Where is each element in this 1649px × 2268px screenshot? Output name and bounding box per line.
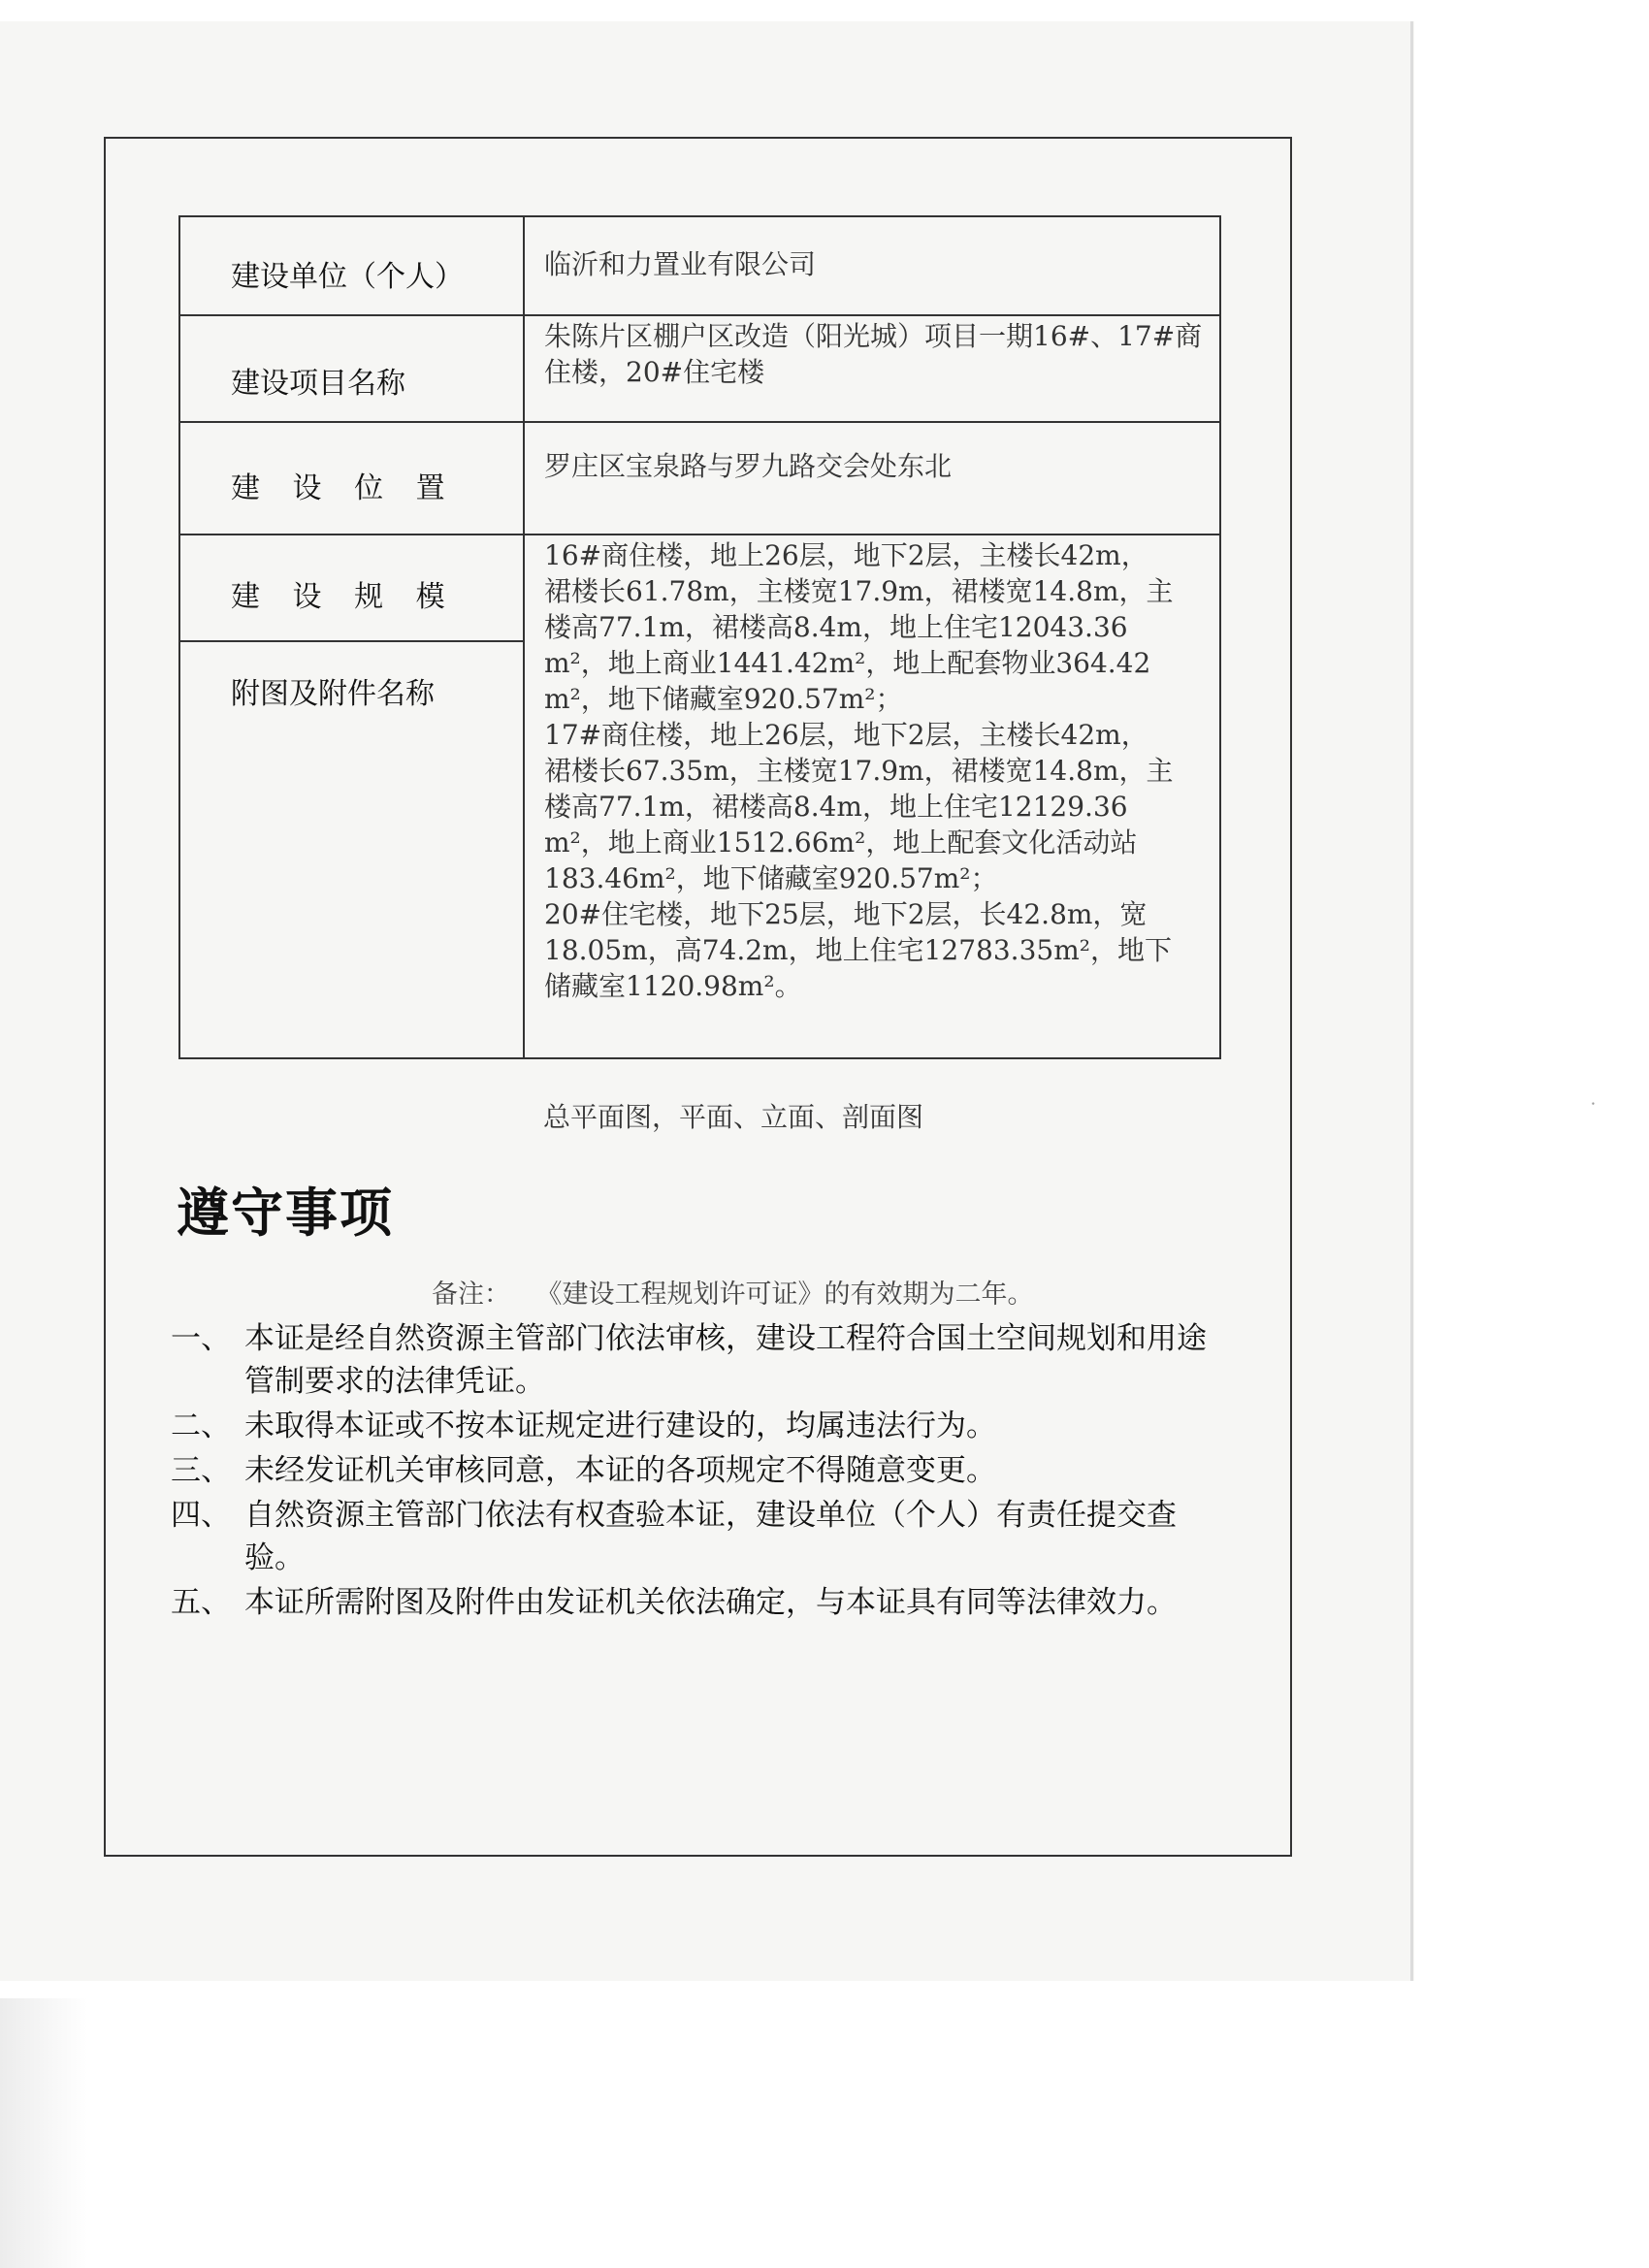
- rule-number: 二、: [171, 1409, 231, 1443]
- value-builder: 临沂和力置业有限公司: [544, 248, 817, 280]
- scale-line: 183.46m²，地下储藏室920.57m²；: [544, 862, 998, 894]
- value-project-name: 朱陈片区棚户区改造（阳光城）项目一期16#、17#商住楼，20#住宅楼: [544, 320, 1203, 388]
- rule-number: 四、: [171, 1498, 231, 1533]
- value-scale: [544, 537, 1213, 1004]
- scale-line: 17#商住楼，地上26层，地下2层，主楼长42m，: [544, 719, 1148, 751]
- scan-shadow: [0, 1998, 87, 2268]
- scale-line: m²，地上商业1441.42m²，地上配套物业364.42: [544, 647, 1151, 679]
- validity-note: [432, 1273, 1034, 1311]
- note-label: 备注：: [432, 1280, 510, 1310]
- section-title: 遵守事项: [177, 1183, 394, 1244]
- rules-list: [171, 1317, 1228, 1626]
- rule-item: [171, 1494, 1228, 1579]
- note-text: 《建设工程规划许可证》的有效期为二年。: [549, 1280, 1034, 1310]
- label-attachments: 附图及附件名称: [231, 677, 435, 711]
- scale-lines: [544, 537, 1213, 1004]
- scale-line: 裙楼长61.78m，主楼宽17.9m，裙楼宽14.8m，主: [544, 575, 1174, 607]
- label-project-name: 建设项目名称: [231, 367, 405, 401]
- info-table: [178, 215, 1221, 1059]
- rule-number: 五、: [171, 1585, 231, 1620]
- scale-line: m²，地上商业1512.66m²，地上配套文化活动站: [544, 826, 1138, 859]
- attachments-value: 总平面图，平面、立面、剖面图: [543, 1101, 924, 1133]
- label-builder: 建设单位（个人）: [231, 260, 464, 294]
- scale-line: 裙楼长67.35m，主楼宽17.9m，裙楼宽14.8m，主: [544, 755, 1174, 787]
- label-column: [180, 217, 525, 1057]
- rule-number: 一、: [171, 1321, 231, 1356]
- rule-text: 本证是经自然资源主管部门依法审核，建设工程符合国土空间规划和用途管制要求的法律凭证。: [244, 1321, 1207, 1399]
- row-divider: [180, 534, 1219, 535]
- scale-line: 储藏室1120.98m²。: [544, 970, 802, 1002]
- rule-item: [171, 1317, 1228, 1403]
- scale-line: 楼高77.1m，裙楼高8.4m，地上住宅12043.36: [544, 611, 1128, 643]
- value-location: 罗庄区宝泉路与罗九路交会处东北: [544, 450, 953, 482]
- scale-line: 楼高77.1m，裙楼高8.4m，地上住宅12129.36: [544, 791, 1128, 823]
- scale-line: m²，地下储藏室920.57m²；: [544, 683, 903, 715]
- rule-text: 未取得本证或不按本证规定进行建设的，均属违法行为。: [244, 1409, 996, 1443]
- rule-text: 本证所需附图及附件由发证机关依法确定，与本证具有同等法律效力。: [244, 1585, 1177, 1620]
- label-scale: 建 设 规 模: [231, 580, 457, 614]
- scan-speck: ⸱: [1591, 1094, 1596, 1115]
- rule-text: 自然资源主管部门依法有权查验本证，建设单位（个人）有责任提交查验。: [244, 1498, 1177, 1575]
- label-location: 建 设 位 置: [231, 471, 457, 505]
- rule-item: [171, 1581, 1228, 1624]
- rule-text: 未经发证机关审核同意，本证的各项规定不得随意变更。: [244, 1453, 996, 1488]
- sheet-edge: [1410, 21, 1413, 1981]
- rule-item: [171, 1449, 1228, 1492]
- rule-number: 三、: [171, 1453, 231, 1488]
- row-divider: [180, 640, 525, 642]
- scale-line: 20#住宅楼，地下25层，地下2层，长42.8m，宽: [544, 898, 1148, 930]
- rule-item: [171, 1405, 1228, 1447]
- row-divider: [180, 314, 1219, 316]
- scale-line: 18.05m，高74.2m，地上住宅12783.35m²，地下: [544, 934, 1172, 966]
- scale-line: 16#商住楼，地上26层，地下2层，主楼长42m，: [544, 539, 1148, 571]
- row-divider: [180, 421, 1219, 423]
